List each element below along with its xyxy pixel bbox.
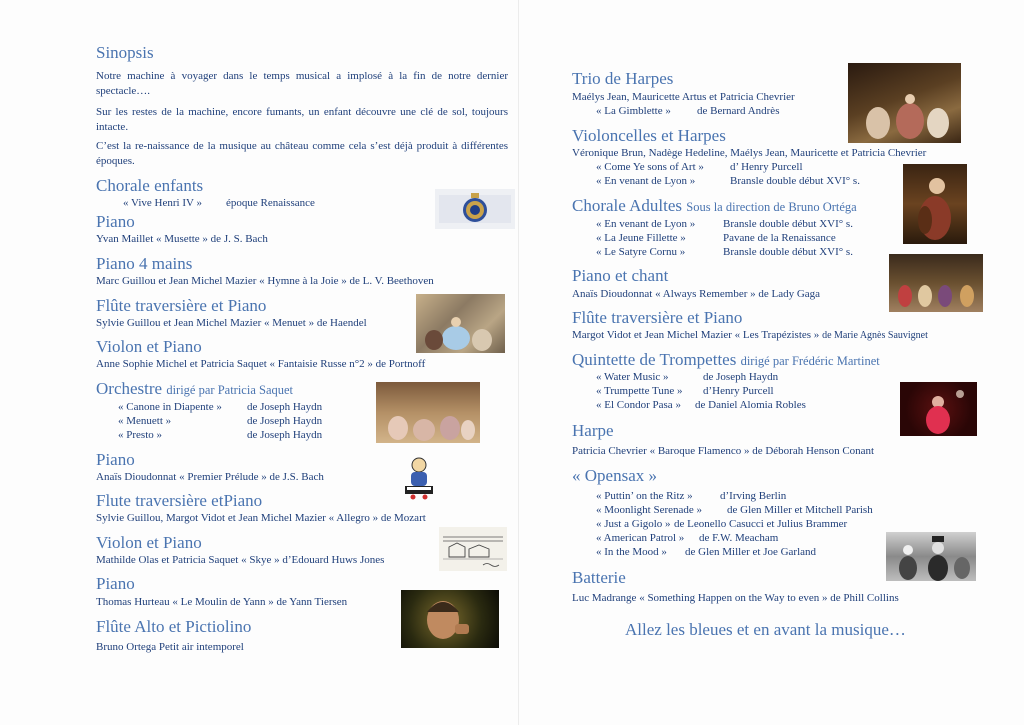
piece-composer: de Joseph Haydn bbox=[247, 415, 323, 427]
piece-composer: de Bernard Andrès bbox=[697, 105, 780, 117]
section-title: Violon et Piano bbox=[96, 533, 202, 552]
piece-note: époque Renaissance bbox=[226, 197, 315, 209]
performance-line bbox=[572, 328, 928, 343]
dance-scene-painting-image bbox=[889, 254, 983, 312]
piece-composer: de Joseph Haydn bbox=[703, 371, 779, 383]
piece-title: « Presto » bbox=[118, 429, 162, 441]
piece-title: « El Condor Pasa » bbox=[596, 399, 681, 411]
baroque-concert-painting-image bbox=[376, 382, 480, 443]
section-title: Batterie bbox=[572, 568, 626, 587]
section-title bbox=[96, 379, 293, 400]
section-title: Piano bbox=[96, 212, 135, 231]
piece-title: « Puttin’ on the Ritz » bbox=[596, 490, 693, 502]
big-band-photo-image bbox=[886, 532, 976, 581]
castle-sketch-image bbox=[439, 527, 507, 571]
performance-line: Thomas Hurteau « Le Moulin de Yann » de Yann Tiersen bbox=[96, 596, 348, 608]
piece-title: « American Patrol » bbox=[596, 532, 685, 544]
harp-concert-painting-image bbox=[848, 63, 961, 143]
performers: Maélys Jean, Mauricette Artus et Patricia Chevrier bbox=[572, 91, 795, 103]
piece-composer: de F.W. Meacham bbox=[699, 532, 779, 544]
piece-title: « Le Satyre Cornu » bbox=[596, 246, 686, 258]
section-title: Piano 4 mains bbox=[96, 254, 193, 273]
performance-line: Anaïs Dioudonnat « Premier Prélude » de J.S. Bach bbox=[96, 471, 324, 483]
piece-title: « La Gimblette » bbox=[596, 105, 671, 117]
performance-line: Patricia Chevrier « Baroque Flamenco » de Déborah Henson Conant bbox=[572, 445, 875, 457]
section-title: Piano bbox=[96, 574, 135, 593]
piece-title: « Trumpette Tune » bbox=[596, 385, 683, 397]
section-subtitle: dirigé par Patricia Saquet bbox=[166, 383, 294, 397]
piece-composer: Bransle double début XVI° s. bbox=[730, 175, 860, 187]
section-title: Flûte traversière et Piano bbox=[96, 296, 267, 315]
closing-line: Allez les bleues et en avant la musique… bbox=[625, 620, 906, 639]
cartoon-pianist-image bbox=[401, 456, 437, 500]
section-title-text: Chorale Adultes bbox=[572, 196, 683, 215]
synopsis-title: Sinopsis bbox=[96, 43, 154, 62]
performance-line: Sylvie Guillou et Jean Michel Mazier « Menuet » de Haendel bbox=[96, 317, 367, 329]
piece-title: « Vive Henri IV » bbox=[123, 197, 202, 209]
section-title: Flûte traversière et Piano bbox=[572, 308, 743, 327]
section-subtitle: Sous la direction de Bruno Ortéga bbox=[686, 200, 857, 214]
performance-line: Mathilde Olas et Patricia Saquet « Skye » d’Edouard Huws Jones bbox=[96, 554, 385, 566]
singer-stage-image bbox=[900, 382, 977, 436]
ballroom-painting-image bbox=[416, 294, 505, 353]
piece-title: « In the Mood » bbox=[596, 546, 667, 558]
piece-title: « En venant de Lyon » bbox=[596, 218, 696, 230]
performance-line: Anne Sophie Michel et Patricia Saquet « Fantaisie Russe n°2 » de Portnoff bbox=[96, 358, 426, 370]
section-title: Harpe bbox=[572, 421, 614, 440]
section-title-text: Orchestre bbox=[96, 379, 163, 398]
section-title: Chorale enfants bbox=[96, 176, 204, 195]
section-title: Piano bbox=[96, 450, 135, 469]
piece-title: « La Jeune Fillette » bbox=[596, 232, 686, 244]
performance-line: Sylvie Guillou, Margot Vidot et Jean Michel Mazier « Allegro » de Mozart bbox=[96, 512, 426, 524]
piece-title: « Water Music » bbox=[596, 371, 669, 383]
performance-line: Yvan Maillet « Musette » de J. S. Bach bbox=[96, 233, 268, 245]
piece-composer: Pavane de la Renaissance bbox=[723, 232, 836, 244]
piece-title: « Come Ye sons of Art » bbox=[596, 161, 704, 173]
performance-line: Anaïs Dioudonnat « Always Remember » de Lady Gaga bbox=[572, 288, 821, 300]
synopsis-paragraph: Notre machine à voyager dans le temps musical a implosé à la fin de notre dernier spectacle…. bbox=[96, 70, 508, 97]
synopsis-paragraph: C’est la re-naissance de la musique au château comme cela s’est déjà produit à différentes époques. bbox=[96, 140, 508, 167]
piece-composer: de Leonello Casucci et Julius Brammer bbox=[674, 518, 848, 530]
performers: Véronique Brun, Nadège Hedeline, Maélys Jean, Mauricette et Patricia Chevrier bbox=[572, 147, 927, 159]
section-title bbox=[572, 196, 857, 217]
section-title-text: Quintette de Trompettes bbox=[572, 350, 737, 369]
piece-composer: Bransle double début XVI° s. bbox=[723, 246, 853, 258]
piece-composer: d’ Henry Purcell bbox=[730, 161, 803, 173]
piece-title: « Menuett » bbox=[118, 415, 172, 427]
synopsis-paragraph: Sur les restes de la machine, encore fumants, un enfant découvre une clé de sol, toujours intacte. bbox=[96, 106, 508, 133]
cellist-painting-image bbox=[903, 164, 967, 244]
piece-composer: d’Henry Purcell bbox=[703, 385, 774, 397]
section-subtitle: dirigé par Frédéric Martinet bbox=[740, 354, 880, 368]
section-title: Violoncelles et Harpes bbox=[572, 126, 726, 145]
piece-composer: de Glen Miller et Mitchell Parish bbox=[727, 504, 873, 516]
performance-line: Marc Guillou et Jean Michel Mazier « Hymne à la Joie » de L. V. Beethoven bbox=[96, 275, 434, 287]
section-title bbox=[572, 350, 880, 371]
piece-composer: Bransle double début XVI° s. bbox=[723, 218, 853, 230]
section-title: Violon et Piano bbox=[96, 337, 202, 356]
section-title: Trio de Harpes bbox=[572, 69, 674, 88]
section-title: Piano et chant bbox=[572, 266, 669, 285]
piece-title: « Just a Gigolo » bbox=[596, 518, 671, 530]
performance-line-text: Margot Vidot et Jean Michel Mazier « Les Trapézistes » bbox=[572, 329, 820, 341]
section-title: Flûte Alto et Pictiolino bbox=[96, 617, 252, 636]
right-page bbox=[519, 0, 1024, 725]
piece-composer: de Joseph Haydn bbox=[247, 429, 323, 441]
piece-title: « En venant de Lyon » bbox=[596, 175, 696, 187]
section-title: « Opensax » bbox=[572, 466, 657, 485]
piece-composer: de Daniel Alomia Robles bbox=[695, 399, 806, 411]
performance-line: Luc Madrange « Something Happen on the Way to even » de Phill Collins bbox=[572, 592, 899, 604]
piece-composer: de Marie Agnès Sauvignet bbox=[822, 330, 928, 341]
performance-line: Bruno Ortega Petit air intemporel bbox=[96, 641, 244, 653]
piece-composer: d’Irving Berlin bbox=[720, 490, 787, 502]
royal-crest-image bbox=[435, 189, 515, 229]
piece-title: « Canone in Diapente » bbox=[118, 401, 222, 413]
piece-composer: de Glen Miller et Joe Garland bbox=[685, 546, 817, 558]
piece-title: « Moonlight Serenade » bbox=[596, 504, 703, 516]
piece-composer: de Joseph Haydn bbox=[247, 401, 323, 413]
section-title: Flute traversière etPiano bbox=[96, 491, 263, 510]
boy-portrait-image bbox=[401, 590, 499, 648]
